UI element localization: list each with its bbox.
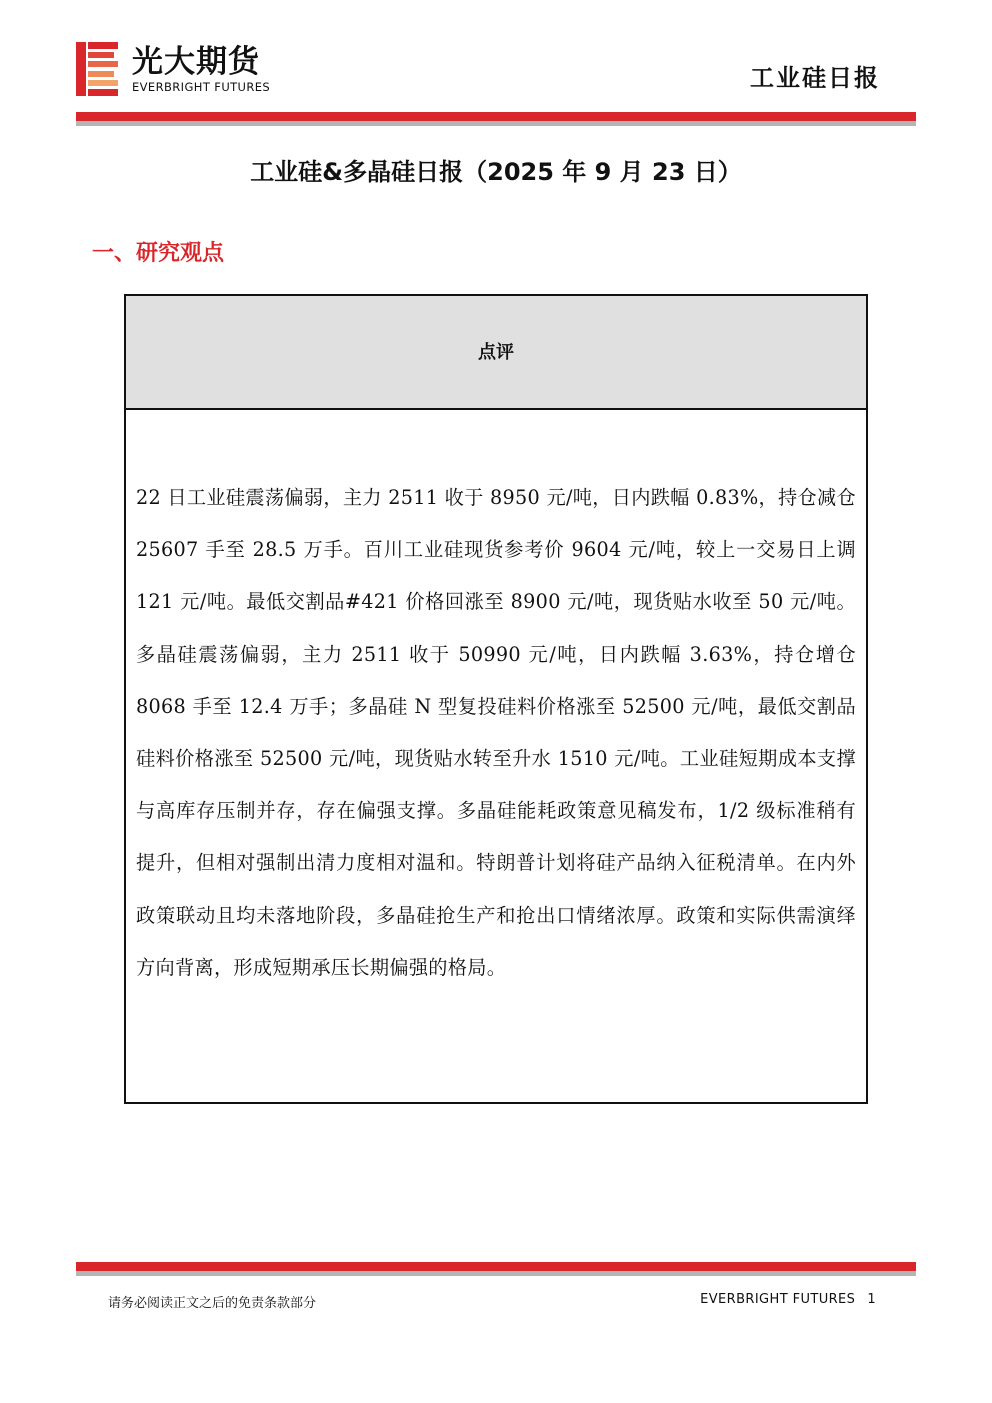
section-heading: 一、研究观点 xyxy=(92,241,225,266)
footer-disclaimer: 请务必阅读正文之后的免责条款部分 xyxy=(108,1296,317,1311)
footer-divider xyxy=(76,1262,916,1276)
footer-brand: EVERBRIGHT FUTURES xyxy=(700,1292,856,1307)
brand-logo xyxy=(76,42,296,98)
commentary-body: 22 日工业硅震荡偏弱，主力 2511 收于 8950 元/吨，日内跌幅 0.83%，持仓减仓 25607 手至 28.5 万手。百川工业硅现货参考价 9604 元/吨，较上一交易日上调 121 元/吨。最低交割品#421 价格回涨至 8900 元/吨，现货贴水收至 50 元/吨。多晶硅震荡偏弱，主力 2511 收于 50990 元/吨，日内跌幅 3.63%，持仓增仓 8068 手至 12.4 万手；多晶硅 N 型复投硅料价格涨至 52500 元/吨，最低交割品硅料价格涨至 52500 元/吨，现货贴水转至升水 1510 元/吨。工业硅短期成本支撑与高库存压制并存，存在偏强支撑。多晶硅能耗政策意见稿发布，1/2 级标准稍有提升，但相对强制出清力度相对温和。特朗普计划将硅产品纳入征税清单。在内外政策联动且均未落地阶段，多晶硅抢生产和抢出口情绪浓厚。政策和实际供需演绎方向背离，形成短期承压长期偏强的格局。 xyxy=(136,486,856,979)
commentary-table xyxy=(124,294,868,1104)
footer-brand-page xyxy=(700,1292,876,1307)
commentary-header-label: 点评 xyxy=(478,342,514,363)
header-divider xyxy=(76,112,916,126)
page-number: 1 xyxy=(867,1292,876,1307)
brand-name-cn: 光大期货 xyxy=(132,44,260,80)
brand-name-en: EVERBRIGHT FUTURES xyxy=(132,80,271,94)
commentary-table-header xyxy=(126,296,866,410)
document-title: 工业硅&多晶硅日报（2025 年 9 月 23 日） xyxy=(250,158,742,186)
everbright-logo-icon xyxy=(76,42,120,96)
report-type-title: 工业硅日报 xyxy=(750,64,880,92)
